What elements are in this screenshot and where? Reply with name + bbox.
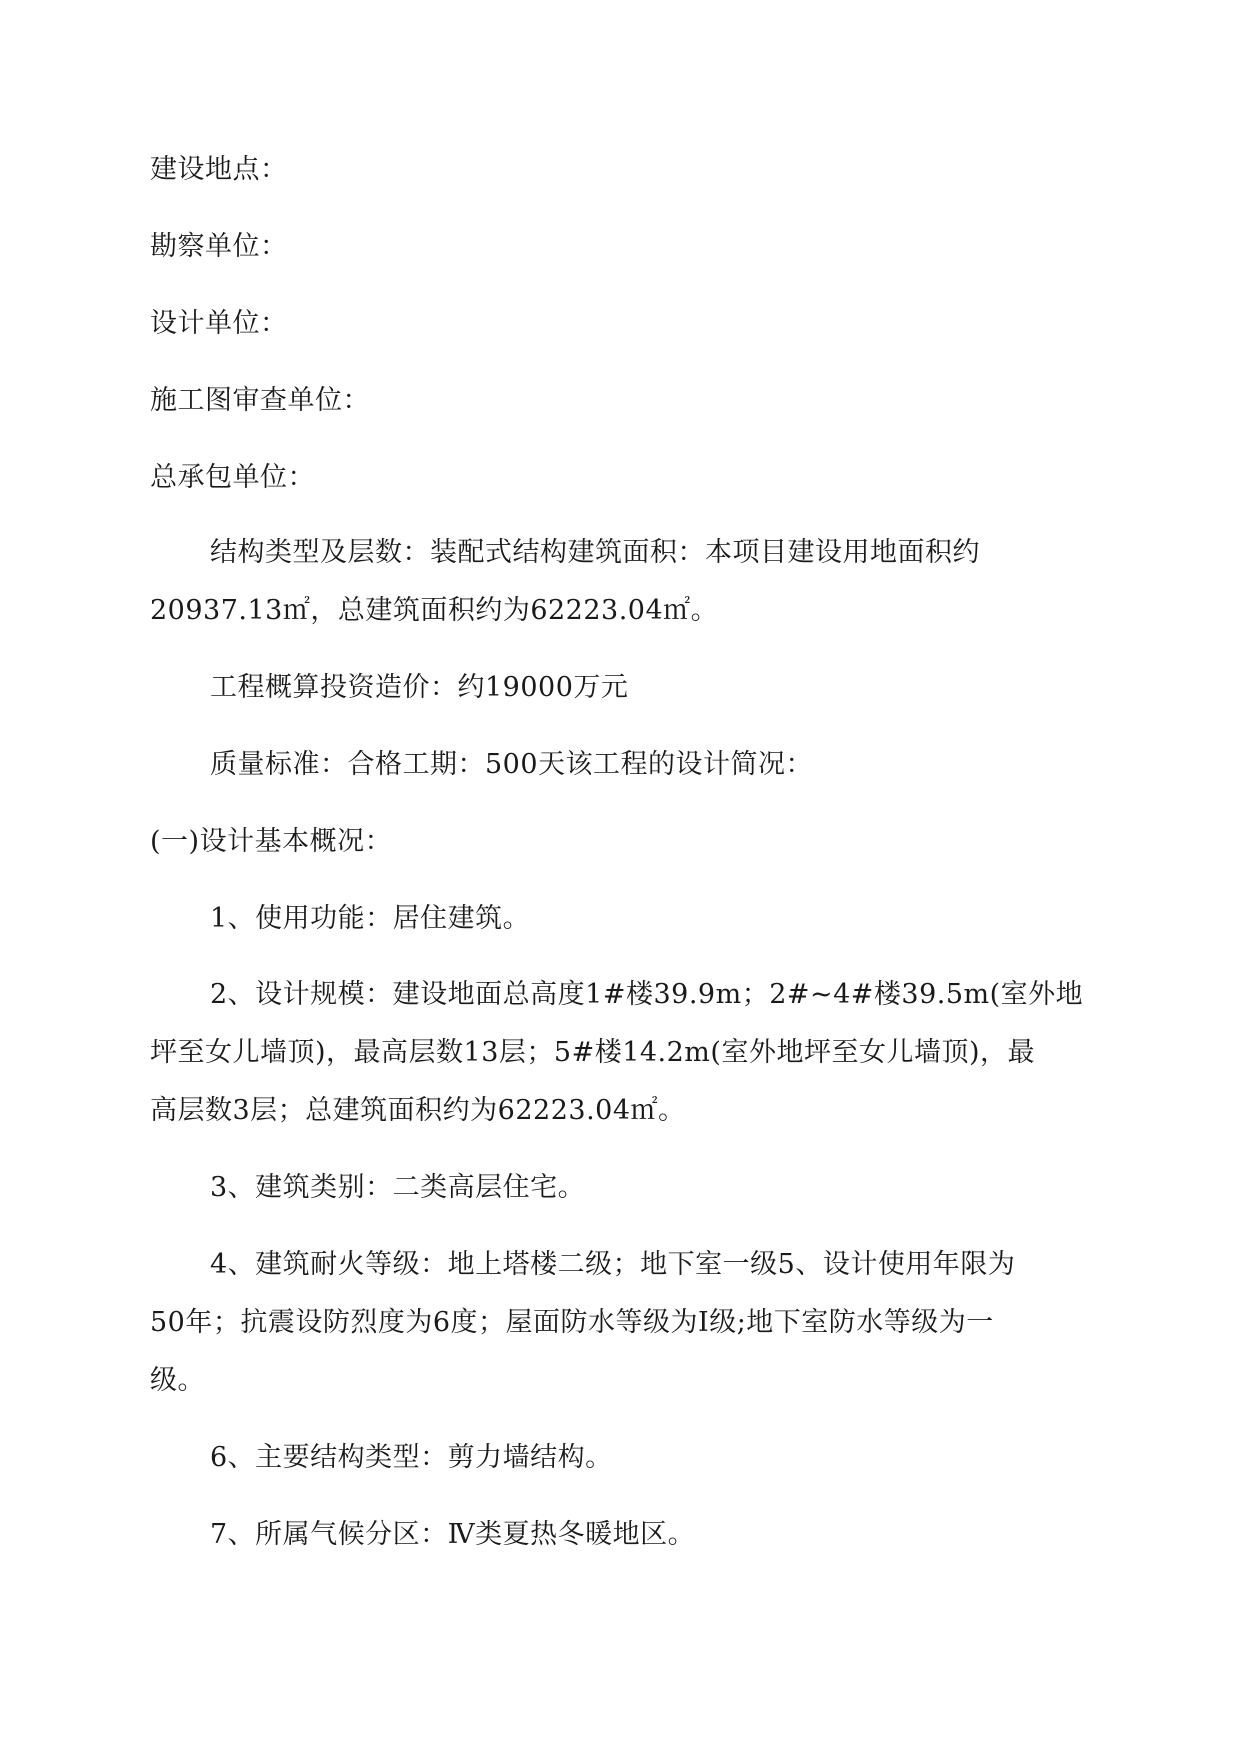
item-4-fire-rating-line-1: 4、建筑耐火等级：地上塔楼二级；地下室一级5、设计使用年限为: [210, 1249, 1016, 1280]
survey-unit-label: 勘察单位：: [150, 231, 288, 262]
item-7-climate-zone: 7、所属气候分区：Ⅳ类夏热冬暖地区。: [210, 1519, 696, 1550]
section-heading-design-overview: (一)设计基本概况：: [150, 826, 393, 857]
drawing-review-unit-label: 施工图审查单位：: [150, 385, 370, 416]
quality-standard: 质量标准：合格工期：500天该工程的设计简况：: [210, 749, 814, 780]
design-unit-label: 设计单位：: [150, 308, 288, 339]
general-contractor-label: 总承包单位：: [150, 462, 315, 493]
estimated-investment: 工程概算投资造价：约19000万元: [210, 672, 629, 703]
construction-site-label: 建设地点：: [150, 154, 288, 185]
structure-type-line-1: 结构类型及层数：装配式结构建筑面积：本项目建设用地面积约: [210, 537, 980, 568]
item-2-scale-line-1: 2、设计规模：建设地面总高度1#楼39.9m；2#~4#楼39.5m(室外地: [210, 979, 1084, 1010]
item-3-building-category: 3、建筑类别：二类高层住宅。: [210, 1172, 586, 1203]
item-2-scale-line-3: 高层数3层；总建筑面积约为62223.04㎡。: [150, 1095, 686, 1126]
structure-type-line-2: 20937.13㎡，总建筑面积约为62223.04㎡。: [150, 595, 719, 626]
item-4-fire-rating-line-2: 50年；抗震设防烈度为6度；屋面防水等级为Ⅰ级;地下室防水等级为一: [150, 1307, 994, 1338]
item-4-fire-rating-line-3: 级。: [150, 1365, 205, 1396]
item-6-structure-type: 6、主要结构类型：剪力墙结构。: [210, 1442, 613, 1473]
item-1-function: 1、使用功能：居住建筑。: [210, 903, 531, 934]
item-2-scale-line-2: 坪至女儿墙顶)，最高层数13层；5#楼14.2m(室外地坪至女儿墙顶)，最: [150, 1037, 1035, 1068]
